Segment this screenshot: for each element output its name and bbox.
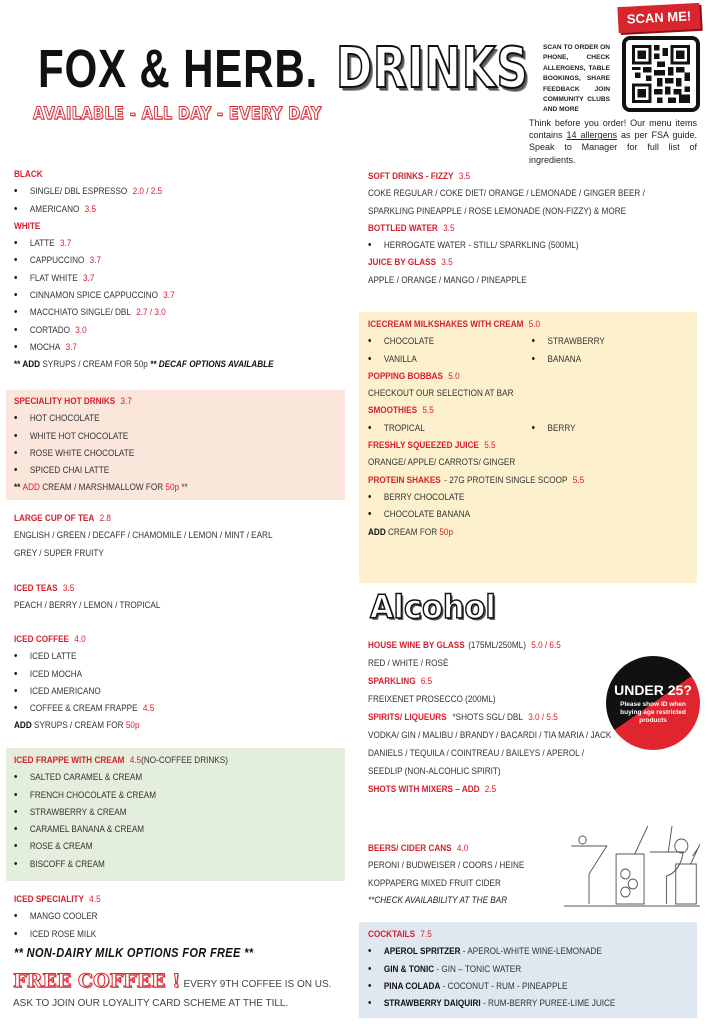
item-name: MANGO COOLER [29, 911, 98, 922]
section-heading [14, 218, 274, 235]
heading-label: BLACK [14, 169, 43, 179]
note-part: ADD [368, 526, 386, 537]
list-item [14, 270, 274, 287]
item-name: BISCOFF & CREAM [29, 858, 105, 869]
loyalty-notice: ASK TO JOIN OUR LOYALITY CARD SCHEME AT THE TILL. [13, 998, 289, 1009]
item-name: ROSE WHITE CHOCOLATE [29, 447, 135, 458]
note-part: ** ADD [14, 359, 41, 370]
price: 3.7 [82, 272, 95, 283]
list-item: • BERRY [532, 420, 696, 437]
price: 5.5 [572, 474, 585, 485]
item-name: ROSE & CREAM [29, 841, 93, 852]
cocktail-glasses-icon [562, 826, 700, 912]
text-line: GREY / SUPER FRUITY [14, 547, 104, 558]
price: 7.5 [420, 929, 432, 939]
price: 4.0 [74, 634, 86, 644]
heading-label: BOTTLED WATER [368, 222, 438, 233]
item-name: AMERICANO [29, 203, 80, 214]
list-item [368, 237, 645, 254]
item-name: CORTADO [29, 324, 71, 335]
note-part: CREAM FOR [385, 526, 440, 537]
list-item [14, 252, 274, 269]
text-line: PEACH / BERRY / LEMON / TROPICAL [14, 600, 161, 611]
section-heading [368, 437, 695, 454]
price: 4.5 [142, 703, 155, 714]
iced-frappe-section [14, 752, 228, 873]
price: 3.5 [441, 257, 453, 268]
text-line: KOPPAPERG MIXED FRUIT CIDER [368, 877, 501, 888]
item-name: MACCHIATO SINGLE/ DBL [29, 307, 131, 318]
item-name: HERROGATE WATER - STILL/ SPARKLING (500ML) [383, 240, 579, 251]
note-part: ** DECAF OPTIONS AVAILABLE [150, 359, 274, 370]
list-item [14, 428, 188, 445]
list-item [14, 462, 188, 479]
price: 4.0 [456, 843, 469, 853]
list-item [14, 648, 154, 665]
item-name: ICED LATTE [29, 651, 77, 662]
allergen-link[interactable]: 14 allergens [566, 130, 618, 141]
cocktail-item [368, 943, 615, 960]
heading-label: WHITE [14, 220, 41, 231]
text-line: DANIELS / TEQUILA / COINTREAU / BAILEYS / APEROL / [368, 748, 584, 758]
section-heading [14, 393, 188, 410]
price: 3.0 / 5.5 [528, 712, 558, 722]
section-heading [368, 316, 695, 333]
section-heading [14, 752, 228, 769]
milkshakes-section [368, 316, 695, 541]
section-heading [368, 708, 611, 726]
cocktails-section [368, 926, 615, 1012]
section-heading [368, 636, 611, 654]
speciality-hot-drinks-section [14, 393, 188, 497]
item-name: ICED MOCHA [29, 668, 83, 679]
free-coffee-heading: FREE COFFEE ! [13, 970, 181, 992]
free-coffee-text: EVERY 9TH COFFEE IS ON US. [183, 979, 332, 990]
note-part: ADD [22, 482, 40, 493]
scan-description: SCAN TO ORDER ON PHONE, CHECK ALLERGENS, TABLE BOOKINGS, SHARE FEEDBACK JOIN COMMUNITY CLUBS AND MORE [543, 44, 610, 114]
section-heading [14, 631, 154, 648]
heading-label: PROTEIN SHAKES [368, 474, 441, 485]
allergen-text-end: as per FSA guide. Speak to Manager for full list of ingredients. [529, 130, 697, 165]
note-part: ** [14, 482, 23, 493]
list-item [14, 769, 228, 786]
item-name: CARAMEL BANANA & CREAM [29, 824, 145, 835]
age-badge-title: UNDER 25? [614, 682, 692, 698]
age-check-badge [606, 656, 700, 750]
price: 3.5 [443, 222, 455, 233]
section-heading [14, 580, 160, 597]
list-item [368, 489, 695, 506]
cocktail-ingredients: - RUM-BERRY PUREE-LIME JUICE [480, 998, 616, 1009]
allergen-notice [529, 117, 697, 166]
section-heading [14, 166, 274, 183]
item-name: FLAT WHITE [29, 272, 78, 283]
text-line: CHECKOUT OUR SELECTION AT BAR [368, 388, 514, 399]
note-part: SYRUPS / CREAM FOR [31, 720, 126, 731]
availability-tagline: AVAILABLE - ALL DAY - EVERY DAY [33, 104, 322, 124]
list-item: • TROPICAL [368, 420, 532, 437]
item-name: LATTE [29, 238, 55, 249]
cocktail-ingredients: - APEROL-WHITE WINE-LEMONADE [460, 946, 602, 957]
item-name: WHITE HOT CHOCOLATE [29, 430, 129, 441]
cocktail-name: APEROL SPRITZER [383, 946, 461, 957]
item-name: BERRY CHOCOLATE [383, 491, 465, 502]
heading-label: ICECREAM MILKSHAKES WITH CREAM [368, 319, 524, 329]
note-part: 50p [165, 482, 180, 493]
section-heading [368, 254, 645, 271]
heading-label: ICED TEAS [14, 583, 58, 593]
list-item [368, 506, 695, 523]
heading-label: SPARKLING [368, 676, 416, 686]
section-heading [368, 402, 695, 419]
free-coffee-line [13, 970, 331, 992]
price: 3.7 [65, 341, 77, 352]
section-heading [368, 926, 615, 943]
list-item [14, 445, 188, 462]
text-line: ORANGE/ APPLE/ CARROTS/ GINGER [368, 457, 516, 468]
text-line: COKE REGULAR / COKE DIET/ ORANGE / LEMONADE / GINGER BEER / [368, 188, 645, 199]
heading-label: SMOOTHIES [368, 405, 418, 416]
list-item: • CHOCOLATE [368, 333, 532, 350]
section-heading [368, 472, 695, 489]
text-line: VODKA/ GIN / MALIBU / BRANDY / BACARDI / TIA MARIA / JACK [368, 730, 612, 740]
note-line [14, 356, 274, 373]
heading-label: HOUSE WINE BY GLASS [368, 640, 465, 650]
price: 5.5 [484, 440, 496, 451]
heading-label: LARGE CUP OF TEA [14, 513, 95, 523]
list-item [14, 700, 154, 717]
item-name: FRENCH CHOCOLATE & CREAM [29, 789, 157, 800]
scan-me-badge: SCAN ME! [617, 3, 700, 33]
price: 3.7 [59, 238, 72, 249]
list-item: • BANANA [532, 351, 696, 368]
heading-note: *SHOTS SGL/ DBL [450, 712, 523, 722]
heading-label: FRESHLY SQUEEZED JUICE [368, 440, 479, 451]
heading-label: SHOTS WITH MIXERS – ADD [368, 784, 480, 794]
note-part: ADD [14, 720, 32, 731]
tea-section [14, 510, 273, 562]
text-line: FREIXENET PROSECCO (200ML) [368, 694, 496, 704]
heading-label: SOFT DRINKS - FIZZY [368, 171, 454, 181]
price: 3.7 [120, 396, 132, 406]
heading-label: ICED FRAPPE WITH CREAM [14, 755, 125, 765]
cocktail-item [368, 995, 615, 1012]
list-item: • VANILLA [368, 351, 532, 368]
heading-label: BEERS/ CIDER CANS [368, 843, 452, 853]
list-item [14, 201, 274, 218]
list-item: • STRAWBERRY [532, 333, 696, 350]
list-item [14, 804, 228, 821]
note-line [14, 717, 154, 734]
section-heading [368, 168, 645, 185]
price: 3.7 [89, 255, 102, 266]
note-part: SYRUPS / CREAM FOR 50p [40, 359, 151, 370]
list-item [14, 304, 274, 321]
item-name: ICED AMERICANO [29, 685, 101, 696]
iced-teas-section [14, 580, 160, 615]
cocktail-name: GIN & TONIC [383, 963, 435, 974]
list-item [14, 838, 228, 855]
list-item [14, 908, 101, 925]
text-line: PERONI / BUDWEISER / COORS / HEINE [368, 860, 525, 871]
item-name: SINGLE/ DBL ESPRESSO [29, 186, 128, 197]
text-line: APPLE / ORANGE / MANGO / PINEAPPLE [368, 274, 527, 285]
cocktail-item [368, 978, 615, 995]
list-item-pair [368, 333, 695, 350]
list-item [14, 410, 188, 427]
price: 4.5 [129, 755, 142, 765]
item-name: ICED ROSE MILK [29, 928, 97, 939]
note-part: 50p [125, 720, 140, 731]
note-part: CREAM / MARSHMALLOW FOR [39, 482, 166, 493]
item-name: CHOCOLATE BANANA [383, 509, 471, 520]
note-line [368, 524, 695, 541]
list-item-pair [368, 351, 695, 368]
section-heading [368, 840, 524, 857]
list-item [14, 287, 274, 304]
price: 5.0 [528, 319, 541, 329]
price: 2.8 [99, 513, 111, 523]
iced-coffee-section [14, 631, 154, 735]
soft-drinks-section [368, 168, 645, 289]
text-line: SEEDLIP (NON-ALCOHLIC SPIRIT) [368, 766, 501, 776]
price: 5.5 [422, 405, 434, 416]
item-name: SALTED CARAMEL & CREAM [29, 772, 143, 783]
note-part: 50p [439, 526, 454, 537]
note-part: ** [179, 482, 188, 493]
heading-label: ICED SPECIALITY [14, 894, 85, 904]
age-badge-text: Please show ID when buying age restricted products [620, 701, 686, 724]
note-line [368, 892, 524, 909]
note-part: **CHECK AVAILABILITY AT THE BAR [368, 894, 508, 905]
coffee-section [14, 166, 274, 374]
non-dairy-notice: ** NON-DAIRY MILK OPTIONS FOR FREE ** [14, 946, 254, 960]
list-item [14, 856, 228, 873]
drinks-title: DRINKS [336, 36, 529, 101]
price: 4.5 [89, 894, 101, 904]
item-name: STRAWBERRY & CREAM [29, 806, 127, 817]
section-heading [14, 510, 273, 527]
heading-label: COCKTAILS [368, 929, 416, 939]
price: 5.0 / 6.5 [531, 640, 561, 650]
price: 5.0 [448, 370, 460, 381]
heading-label: JUICE BY GLASS [368, 257, 437, 268]
iced-speciality-section [14, 891, 101, 943]
price: 2.5 [484, 784, 497, 794]
item-name: CINNAMON SPICE CAPPUCCINO [29, 290, 159, 301]
heading-label: SPIRITS/ LIQUEURS [368, 712, 447, 722]
list-item [14, 821, 228, 838]
section-heading [368, 780, 611, 798]
list-item [14, 322, 274, 339]
heading-label: POPPING BOBBAS [368, 370, 444, 381]
price: 3.7 [163, 290, 175, 301]
list-item-pair [368, 420, 695, 437]
item-name: HOT CHOCOLATE [29, 413, 100, 424]
beers-section [368, 840, 524, 909]
section-heading [368, 368, 695, 385]
item-name: SPICED CHAI LATTE [29, 465, 110, 476]
text-line: SPARKLING PINEAPPLE / ROSE LEMONADE (NON-FIZZY) & MORE [368, 205, 627, 216]
price: 3.5 [84, 203, 97, 214]
item-name: MOCHA [29, 341, 61, 352]
cocktail-name: STRAWBERRY DAIQUIRI [383, 998, 481, 1009]
list-item [14, 683, 154, 700]
price: 3.5 [458, 171, 471, 181]
price: 2.7 / 3.0 [136, 307, 166, 318]
allergen-text: Think before you order! Our menu items contains [529, 118, 697, 141]
list-item [14, 235, 274, 252]
list-item [14, 666, 154, 683]
list-item [14, 926, 101, 943]
heading-note: - 27G PROTEIN SINGLE SCOOP [444, 474, 568, 485]
price: 3.0 [75, 324, 87, 335]
alcohol-title: Alcohol [370, 588, 496, 626]
text-line: ENGLISH / GREEN / DECAFF / CHAMOMILE / LEMON / MINT / EARL [14, 530, 273, 541]
price: 6.5 [420, 676, 433, 686]
heading-note: (175ML/250ML) [468, 640, 526, 650]
list-item [14, 787, 228, 804]
item-name: COFFEE & CREAM FRAPPE [29, 703, 138, 714]
heading-label: ICED COFFEE [14, 634, 69, 644]
price: 2.0 / 2.5 [132, 186, 163, 197]
heading-label: SPECIALITY HOT DRNIKS [14, 396, 116, 406]
heading-note: (NO-COFFEE DRINKS) [141, 755, 228, 765]
alcohol-section [368, 636, 611, 798]
note-line [14, 479, 188, 496]
section-heading [368, 220, 645, 237]
brand-name: FOX & HERB. [38, 39, 319, 99]
list-item [14, 339, 274, 356]
price: 3.5 [62, 583, 75, 593]
cocktail-ingredients: - COCONUT - RUM - PINEAPPLE [440, 980, 568, 991]
item-name: CAPPUCCINO [29, 255, 85, 266]
text-line: RED / WHITE / ROSÉ [368, 658, 449, 668]
cocktail-item [368, 961, 615, 978]
qr-code-icon[interactable] [622, 36, 700, 112]
list-item [14, 183, 274, 200]
section-heading [368, 672, 611, 690]
section-heading [14, 891, 101, 908]
cocktail-ingredients: - GIN – TONIC WATER [434, 963, 522, 974]
cocktail-name: PINA COLADA [383, 980, 441, 991]
